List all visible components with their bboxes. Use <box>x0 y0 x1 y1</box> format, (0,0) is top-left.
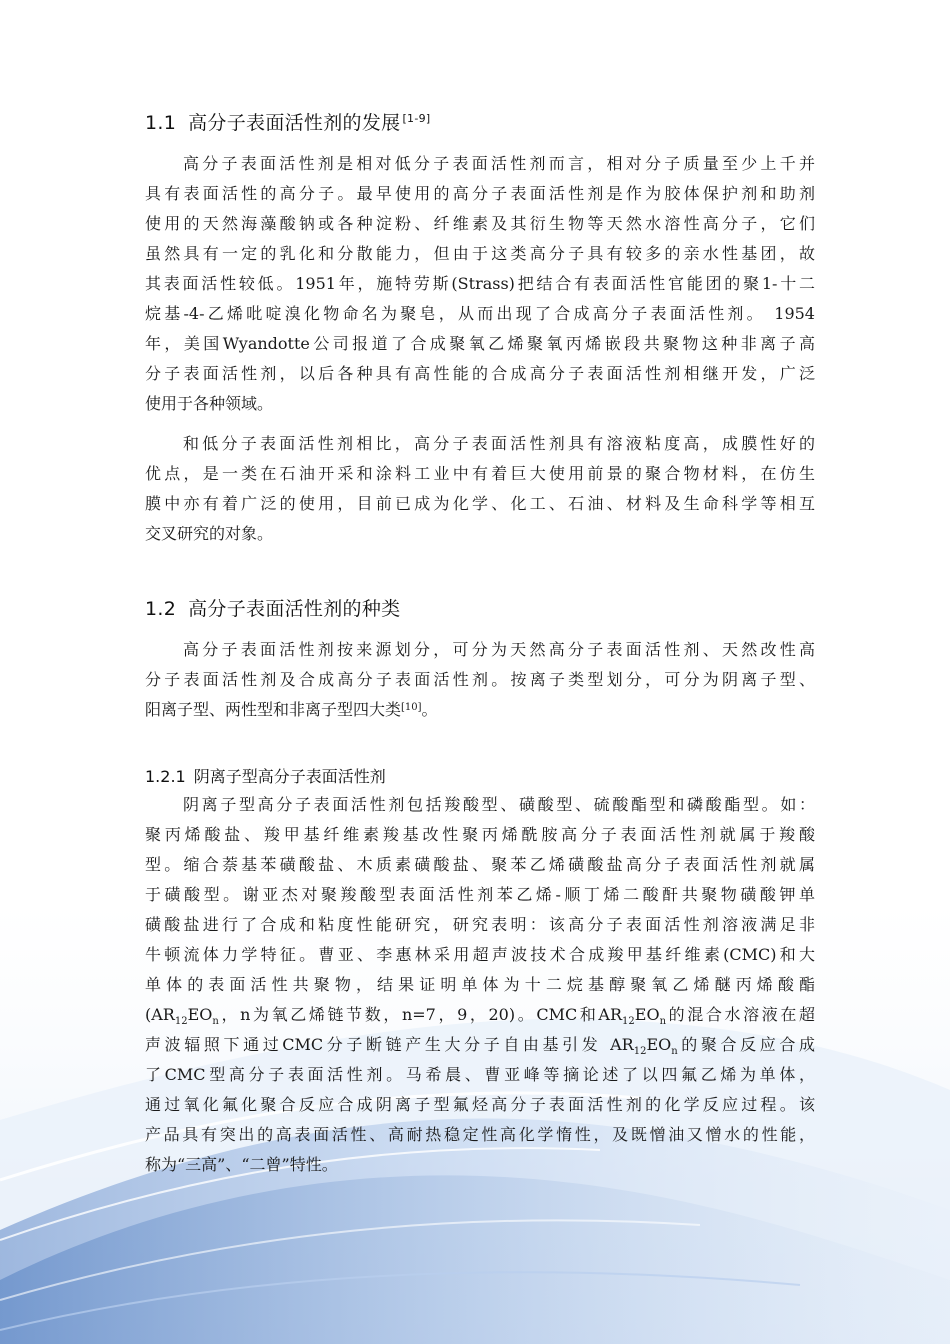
section-title: 高分子表面活性剂的种类 <box>188 598 401 620</box>
text-span: 的混合水溶液在超 <box>666 1005 815 1024</box>
text-span: EO <box>634 1005 660 1024</box>
section-number: 1.2.1 <box>145 767 186 786</box>
section-number: 1.2 <box>145 598 177 620</box>
text-line: 使用于各种领域。 <box>145 394 274 413</box>
text-line: 分子表面活性剂及合成高分子表面活性剂。按离子类型划分，可分为阴离子型、 <box>145 670 815 689</box>
paragraph-1-2 <box>145 635 815 725</box>
text-line: 牛顿流体力学特征。曹亚、李惠林采用超声波技术合成羧甲基纤维素(CMC)和大 <box>145 945 815 964</box>
section-heading-1-1 <box>145 108 431 135</box>
subscript: n <box>671 1046 678 1057</box>
text-line: 于磺酸型。谢亚杰对聚羧酸型表面活性剂苯乙烯-顺丁烯二酸酐共聚物磺酸钾单 <box>145 885 815 904</box>
subsection-heading-1-2-1 <box>145 764 386 787</box>
text-span: EO <box>646 1035 672 1054</box>
text-line <box>145 1000 815 1030</box>
citation-ref: [10] <box>401 702 422 713</box>
text-line: 优点，是一类在石油开采和涂料工业中有着巨大使用前景的聚合物材料，在仿生 <box>145 464 815 483</box>
text-span: 阳离子型、两性型和非离子型四大类 <box>145 700 402 719</box>
text-line: 称为“三高”、“二曾”特性。 <box>145 1155 338 1174</box>
text-line <box>145 1030 815 1060</box>
text-line: 型。缩合萘基苯磺酸盐、木质素磺酸盐、聚苯乙烯磺酸盐高分子表面活性剂就属 <box>145 855 815 874</box>
paragraph-1-1-b <box>145 429 815 549</box>
subscript: 12 <box>174 1016 188 1027</box>
paragraph-1-1-a <box>145 149 815 419</box>
paragraph-1-2-1 <box>145 790 815 1180</box>
text-line: 烷基-4-乙烯吡啶溴化物命名为聚皂，从而出现了合成高分子表面活性剂。 1954 <box>145 304 815 323</box>
text-span: EO <box>187 1005 213 1024</box>
text-line: 分子表面活性剂，以后各种具有高性能的合成高分子表面活性剂相继开发，广泛 <box>145 364 815 383</box>
text-line: 高分子表面活性剂按来源划分，可分为天然高分子表面活性剂、天然改性高 <box>183 640 815 659</box>
citation-ref: [1-9] <box>402 112 431 125</box>
text-line: 具有表面活性的高分子。最早使用的高分子表面活性剂是作为胶体保护剂和助剂 <box>145 184 815 203</box>
text-line <box>145 695 815 725</box>
text-line: 了CMC型高分子表面活性剂。马希晨、曹亚峰等摘论述了以四氟乙烯为单体， <box>145 1065 815 1084</box>
section-title: 阴离子型高分子表面活性剂 <box>193 767 386 786</box>
text-line: 和低分子表面活性剂相比，高分子表面活性剂具有溶液粘度高，成膜性好的 <box>183 434 815 453</box>
text-line: 聚丙烯酸盐、羧甲基纤维素羧基改性聚丙烯酰胺高分子表面活性剂就属于羧酸 <box>145 825 815 844</box>
text-span: 的聚合反应合成 <box>677 1035 815 1054</box>
text-span: 声波辐照下通过CMC分子断链产生大分子自由基引发 AR <box>145 1035 634 1054</box>
section-heading-1-2 <box>145 594 400 621</box>
text-line: 其表面活性较低。1951年，施特劳斯(Strass)把结合有表面活性官能团的聚1-十二 <box>145 274 815 293</box>
text-line: 产品具有突出的高表面活性、高耐热稳定性高化学惰性，及既憎油又憎水的性能， <box>145 1125 815 1144</box>
text-line: 虽然具有一定的乳化和分散能力，但由于这类高分子具有较多的亲水性基团，故 <box>145 244 815 263</box>
text-line: 阴离子型高分子表面活性剂包括羧酸型、磺酸型、硫酸酯型和磷酸酯型。如： <box>183 795 815 814</box>
text-line: 单体的表面活性共聚物，结果证明单体为十二烷基醇聚氧乙烯醚丙烯酸酯 <box>145 975 815 994</box>
text-span: (AR <box>145 1005 175 1024</box>
text-line: 膜中亦有着广泛的使用，目前已成为化学、化工、石油、材料及生命科学等相互 <box>145 494 815 513</box>
subscript: n <box>659 1016 667 1027</box>
text-span: 。 <box>421 700 438 719</box>
text-line: 通过氧化氟化聚合反应合成阴离子型氟烃高分子表面活性剂的化学反应过程。该 <box>145 1095 815 1114</box>
text-line: 年，美国Wyandotte公司报道了合成聚氧乙烯聚氧丙烯嵌段共聚物这种非离子高 <box>145 334 815 353</box>
section-number: 1.1 <box>145 112 177 134</box>
section-title: 高分子表面活性剂的发展 <box>188 112 401 134</box>
text-span: ，n为氧乙烯链节数，n=7，9，20)。CMC和AR <box>218 1005 623 1024</box>
subscript: 12 <box>622 1016 635 1027</box>
subscript: 12 <box>633 1046 647 1057</box>
subscript: n <box>212 1016 219 1027</box>
text-line: 使用的天然海藻酸钠或各种淀粉、纤维素及其衍生物等天然水溶性高分子，它们 <box>145 214 815 233</box>
text-line: 磺酸盐进行了合成和粘度性能研究，研究表明：该高分子表面活性剂溶液满足非 <box>145 915 815 934</box>
text-line: 高分子表面活性剂是相对低分子表面活性剂而言，相对分子质量至少上千并 <box>183 154 815 173</box>
text-line: 交叉研究的对象。 <box>145 524 274 543</box>
